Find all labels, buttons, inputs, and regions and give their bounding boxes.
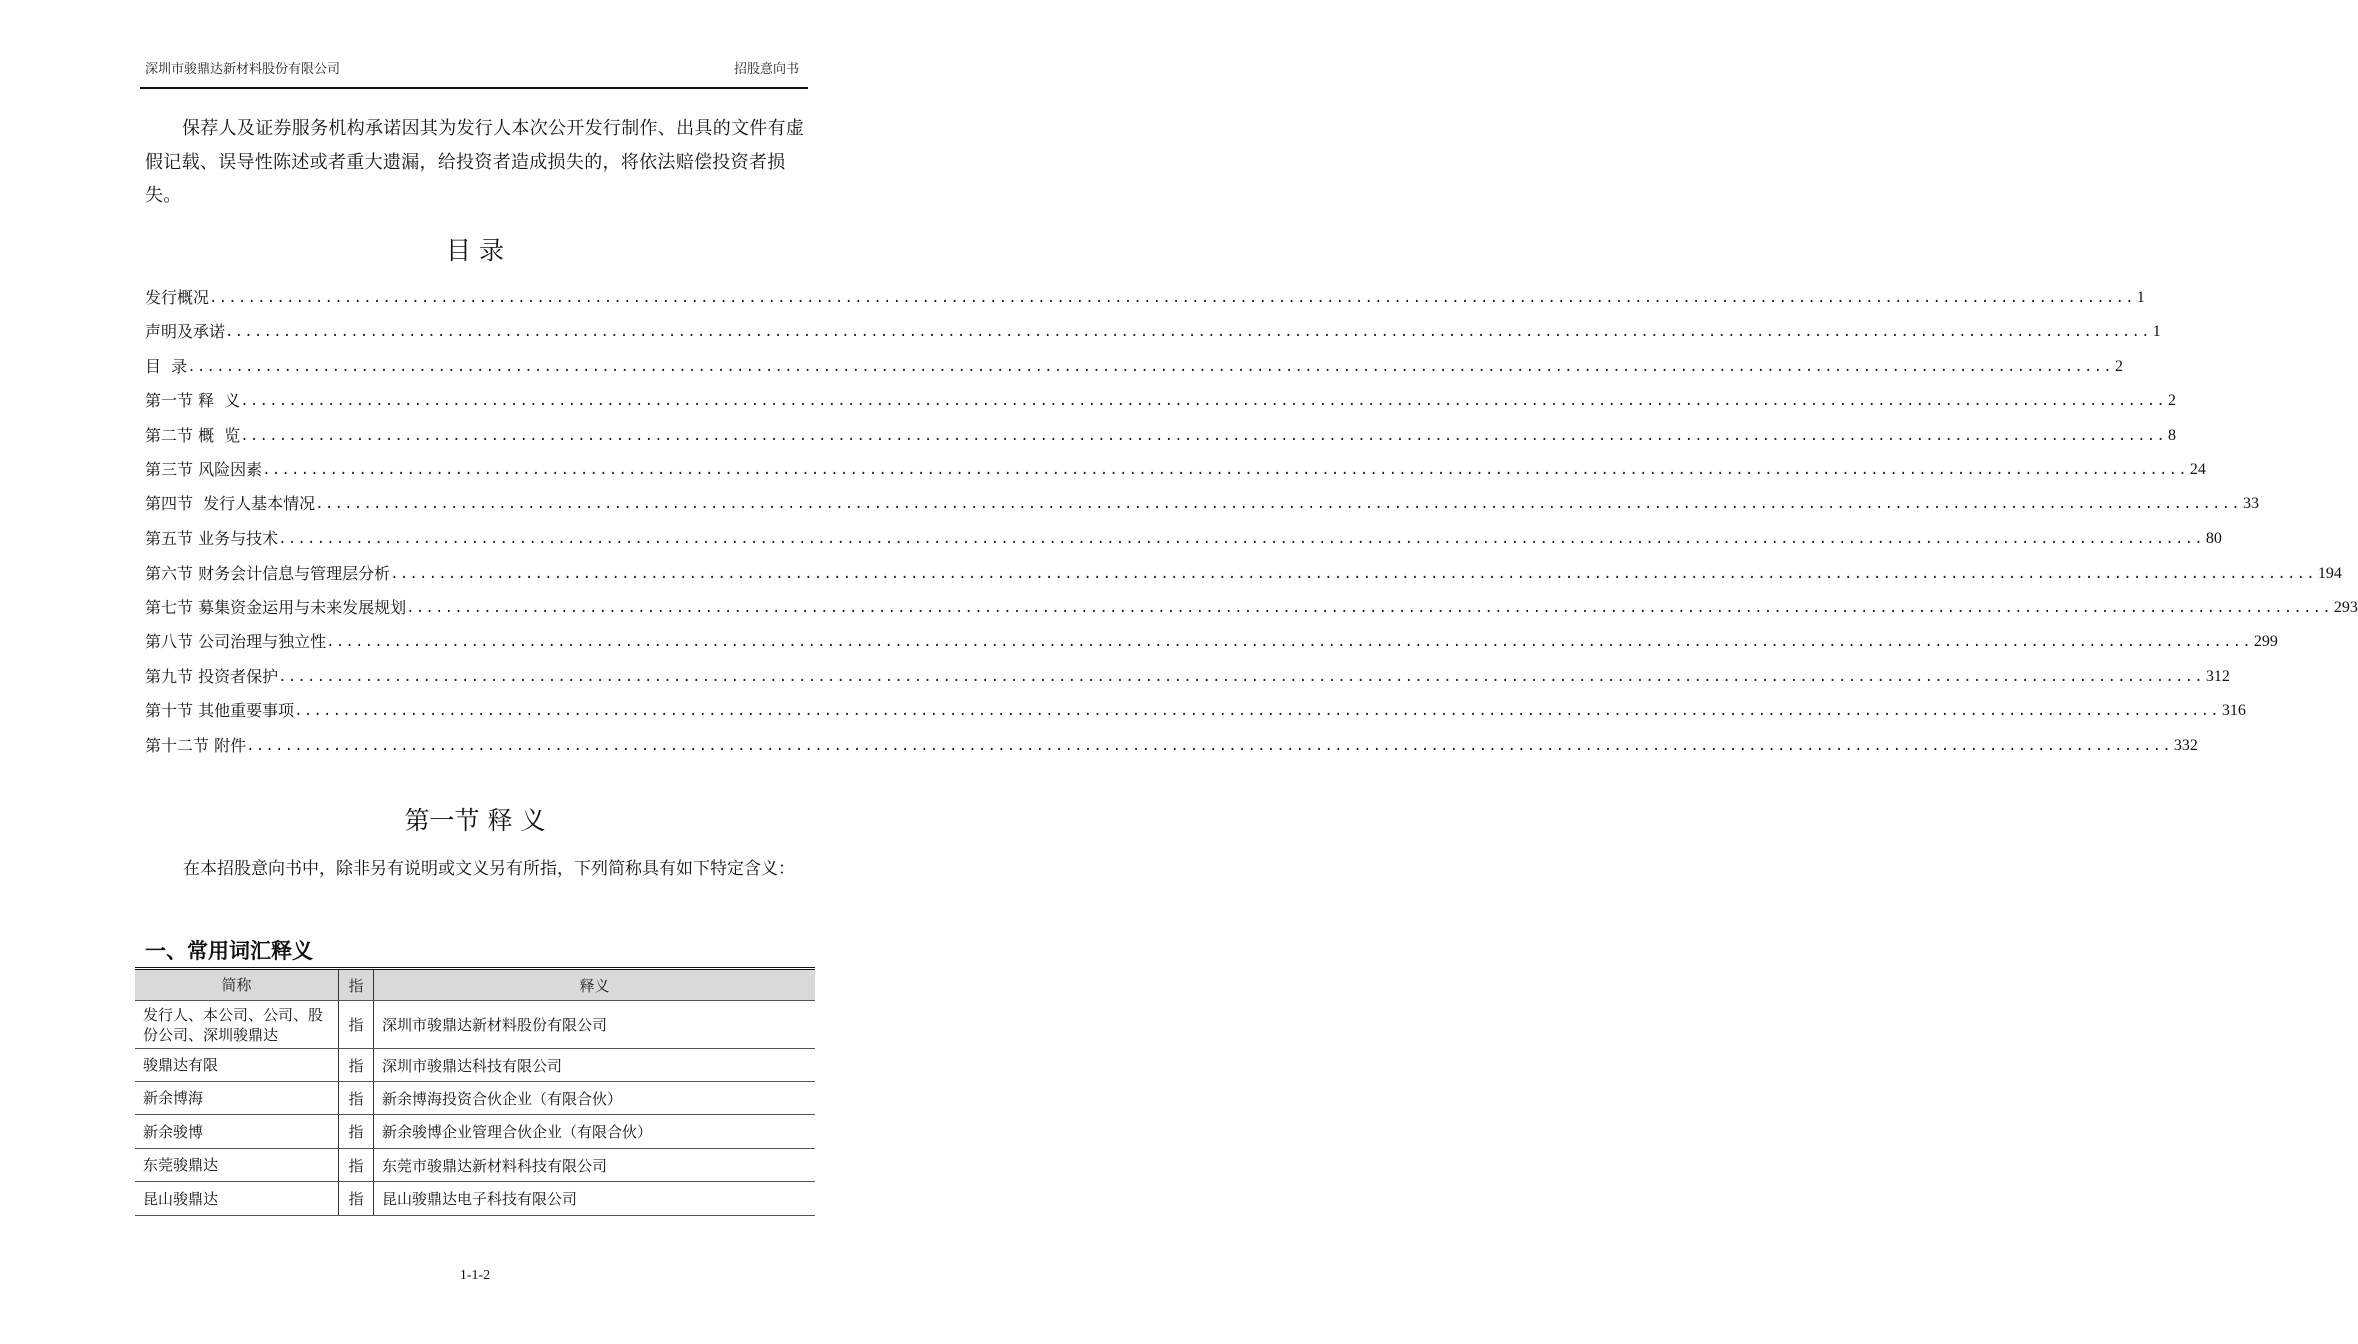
toc-entry-label: 第五节 业务与技术 [145, 529, 279, 548]
toc-entry-label: 目 录 [145, 357, 188, 376]
toc-entry-label: 声明及承诺 [145, 322, 226, 341]
cell-refers: 指 [339, 1082, 374, 1115]
cell-meaning: 新余博海投资合伙企业（有限合伙） [374, 1082, 816, 1115]
toc-entry[interactable] [145, 734, 2198, 758]
toc-entry-label: 第八节 公司治理与独立性 [145, 632, 327, 651]
toc-dot-leader: ........................................................................................................................................................................................................ [187, 359, 2113, 375]
toc-dot-leader: ........................................................................................................................................................................................................ [278, 669, 2204, 685]
toc-dot-leader: ........................................................................................................................................................................................................ [262, 462, 2188, 478]
toc-entry[interactable] [145, 458, 2206, 482]
cell-refers: 指 [339, 1049, 374, 1082]
toc-dot-leader: ........................................................................................................................................................................................................ [246, 738, 2172, 754]
toc-entry-label: 第七节 募集资金运用与未来发展规划 [145, 598, 407, 617]
cell-meaning: 深圳市骏鼎达新材料股份有限公司 [374, 1001, 816, 1049]
toc-entry-page: 1 [2152, 323, 2161, 340]
toc-entry[interactable] [145, 630, 2278, 654]
cell-abbr: 骏鼎达有限 [135, 1049, 339, 1082]
toc-entry[interactable] [145, 286, 2145, 310]
toc-entry-page: 316 [2221, 702, 2246, 719]
toc-entry[interactable] [145, 424, 2177, 448]
toc-entry-label: 发行概况 [145, 288, 210, 307]
intro-paragraph: 保荐人及证券服务机构承诺因其为发行人本次公开发行制作、出具的文件有虚假记载、误导性陈述或者重大遗漏，给投资者造成损失的，将依法赔偿投资者损失。 [145, 118, 805, 206]
table-header-row [135, 969, 815, 1001]
toc-entry[interactable] [145, 320, 2161, 344]
toc-entry-page: 293 [2333, 599, 2358, 616]
toc-entry[interactable] [145, 527, 2222, 551]
toc-dot-leader: ........................................................................................................................................................................................................ [315, 496, 2241, 512]
toc-entry-page: 332 [2173, 737, 2198, 754]
table-row [135, 1082, 815, 1115]
header-refers: 指 [339, 969, 374, 1001]
toc-entry[interactable] [145, 389, 2177, 413]
cell-refers: 指 [339, 1149, 374, 1182]
cell-meaning: 昆山骏鼎达电子科技有限公司 [374, 1182, 816, 1216]
cell-meaning: 深圳市骏鼎达科技有限公司 [374, 1049, 816, 1082]
table-row [135, 1149, 815, 1182]
toc-dot-leader: ........................................................................................................................................................................................................ [240, 393, 2167, 409]
toc-entry-label: 第六节 财务会计信息与管理层分析 [145, 564, 391, 583]
toc-entry[interactable] [145, 355, 2123, 379]
toc-entry-page: 33 [2242, 495, 2259, 512]
toc-entry-page: 24 [2189, 461, 2206, 478]
toc-dot-leader: ........................................................................................................................................................................................................ [406, 600, 2332, 616]
page-number: 1-1-2 [459, 1268, 491, 1283]
toc-dot-leader: ........................................................................................................................................................................................................ [240, 428, 2167, 444]
toc-entry-label: 第一节 释 义 [145, 391, 241, 410]
toc-entry[interactable] [145, 665, 2230, 689]
subsection-title: 一、常用词汇释义 [145, 939, 313, 963]
section-intro: 在本招股意向书中，除非另有说明或文义另有所指，下列简称具有如下特定含义： [183, 859, 795, 879]
toc-entry-page: 2 [2114, 358, 2123, 375]
definitions-table [135, 967, 815, 1216]
toc-entry-page: 312 [2205, 668, 2230, 685]
cell-refers: 指 [339, 1001, 374, 1049]
cell-meaning: 新余骏博企业管理合伙企业（有限合伙） [374, 1115, 816, 1149]
toc-entry-label: 第十二节 附件 [145, 736, 247, 755]
toc-entry-label: 第九节 投资者保护 [145, 667, 279, 686]
table-row [135, 1182, 815, 1216]
toc-entry-label: 第三节 风险因素 [145, 460, 263, 479]
toc-entry-label: 第十节 其他重要事项 [145, 701, 295, 720]
toc-entry[interactable] [145, 562, 2342, 586]
table-row [135, 1115, 815, 1149]
toc-dot-leader: ........................................................................................................................................................................................................ [209, 290, 2135, 306]
header-meaning: 释义 [374, 969, 816, 1001]
toc-entry-label: 第二节 概 览 [145, 426, 241, 445]
toc-entry[interactable] [145, 699, 2246, 723]
header-company: 深圳市骏鼎达新材料股份有限公司 [145, 62, 341, 77]
toc-title: 目 录 [446, 236, 504, 265]
cell-abbr: 东莞骏鼎达 [135, 1149, 339, 1182]
table-row [135, 1001, 815, 1049]
toc-entry-label: 第四节 发行人基本情况 [145, 494, 316, 513]
cell-refers: 指 [339, 1182, 374, 1216]
toc-dot-leader: ........................................................................................................................................................................................................ [390, 566, 2316, 582]
toc-entry-page: 80 [2205, 530, 2222, 547]
toc-entry-page: 1 [2136, 289, 2145, 306]
section-title: 第一节 释 义 [404, 806, 546, 835]
toc-dot-leader: ........................................................................................................................................................................................................ [326, 634, 2252, 650]
table-row [135, 1049, 815, 1082]
cell-abbr: 发行人、本公司、公司、股份公司、深圳骏鼎达 [135, 1001, 339, 1049]
toc-entry[interactable] [145, 596, 2358, 620]
cell-meaning: 东莞市骏鼎达新材料科技有限公司 [374, 1149, 816, 1182]
toc-dot-leader: ........................................................................................................................................................................................................ [225, 324, 2151, 340]
toc-entry-page: 8 [2168, 427, 2177, 444]
cell-abbr: 新余博海 [135, 1082, 339, 1115]
cell-abbr: 新余骏博 [135, 1115, 339, 1149]
toc-entry[interactable] [145, 492, 2259, 516]
header-divider [140, 87, 808, 89]
header-abbr: 简称 [135, 969, 339, 1001]
cell-refers: 指 [339, 1115, 374, 1149]
toc-entry-page: 194 [2317, 565, 2342, 582]
toc-entry-page: 299 [2253, 633, 2278, 650]
toc-entry-page: 2 [2168, 392, 2177, 409]
toc-dot-leader: ........................................................................................................................................................................................................ [278, 531, 2204, 547]
header-doc-type: 招股意向书 [734, 62, 800, 77]
toc-dot-leader: ........................................................................................................................................................................................................ [294, 703, 2220, 719]
cell-abbr: 昆山骏鼎达 [135, 1182, 339, 1216]
